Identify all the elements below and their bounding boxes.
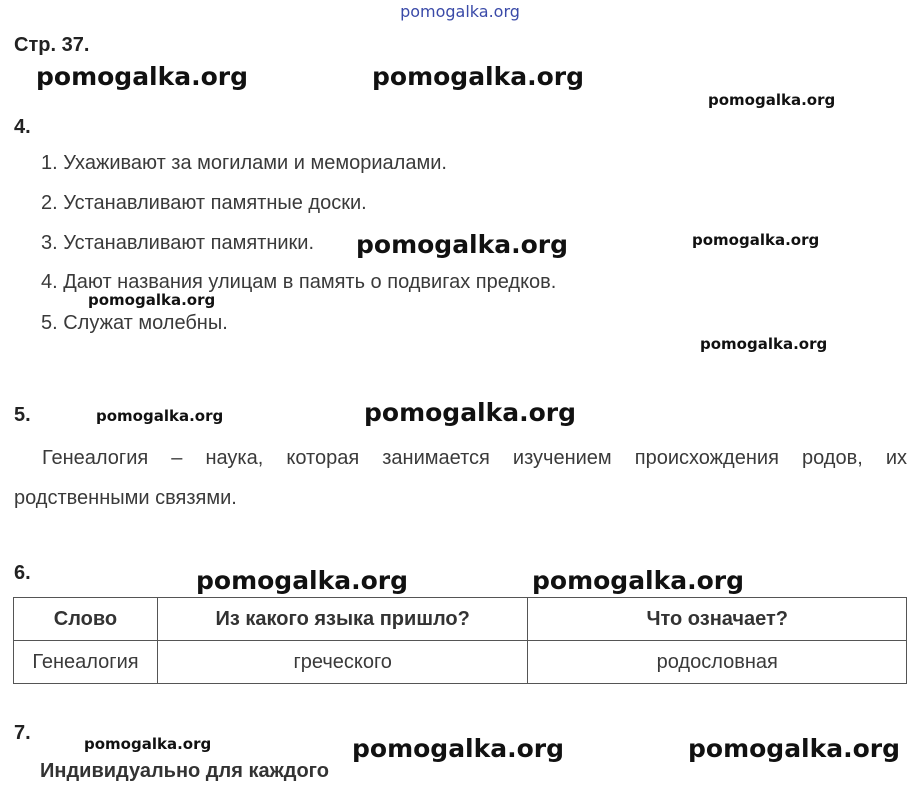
watermark: pomogalka.org xyxy=(36,62,249,91)
table-header-cell: Что означает? xyxy=(528,598,907,641)
task-number: 7. xyxy=(14,722,31,744)
watermark: pomogalka.org xyxy=(700,335,828,353)
answer-text: Индивидуально для каждого xyxy=(40,760,329,782)
table-row xyxy=(14,641,907,684)
table-header-cell: Из какого языка пришло? xyxy=(157,598,528,641)
watermark: pomogalka.org xyxy=(532,566,745,595)
table-cell: греческого xyxy=(157,641,528,684)
watermark: pomogalka.org xyxy=(196,566,409,595)
table-header-row xyxy=(14,598,907,641)
table-header-cell: Слово xyxy=(14,598,158,641)
table-cell: Генеалогия xyxy=(14,641,158,684)
list-item: 4. Дают названия улицам в память о подвигах предков. xyxy=(41,271,557,293)
watermark: pomogalka.org xyxy=(88,291,216,309)
watermark: pomogalka.org xyxy=(708,91,836,109)
task-number: 4. xyxy=(14,116,31,138)
word-origin-table xyxy=(13,597,907,684)
list-item: 1. Ухаживают за могилами и мемориалами. xyxy=(41,152,447,174)
list-item: 3. Устанавливают памятники. xyxy=(41,232,315,254)
task-number: 6. xyxy=(14,562,31,584)
definition-paragraph: Генеалогия – наука, которая занимается изучением происхождения родов, их родственными связями. xyxy=(14,447,907,509)
list-item: 5. Служат молебны. xyxy=(41,312,228,334)
watermark: pomogalka.org xyxy=(96,407,224,425)
watermark: pomogalka.org xyxy=(692,231,820,249)
watermark: pomogalka.org xyxy=(372,62,585,91)
watermark: pomogalka.org xyxy=(364,398,577,427)
table-cell: родословная xyxy=(528,641,907,684)
page-reference: Стр. 37. xyxy=(14,34,90,56)
list-item: 2. Устанавливают памятные доски. xyxy=(41,192,367,214)
watermark: pomogalka.org xyxy=(84,735,212,753)
top-watermark: pomogalka.org xyxy=(400,2,520,21)
watermark: pomogalka.org xyxy=(356,230,569,259)
watermark: pomogalka.org xyxy=(688,734,901,763)
watermark: pomogalka.org xyxy=(352,734,565,763)
task-number: 5. xyxy=(14,404,31,426)
